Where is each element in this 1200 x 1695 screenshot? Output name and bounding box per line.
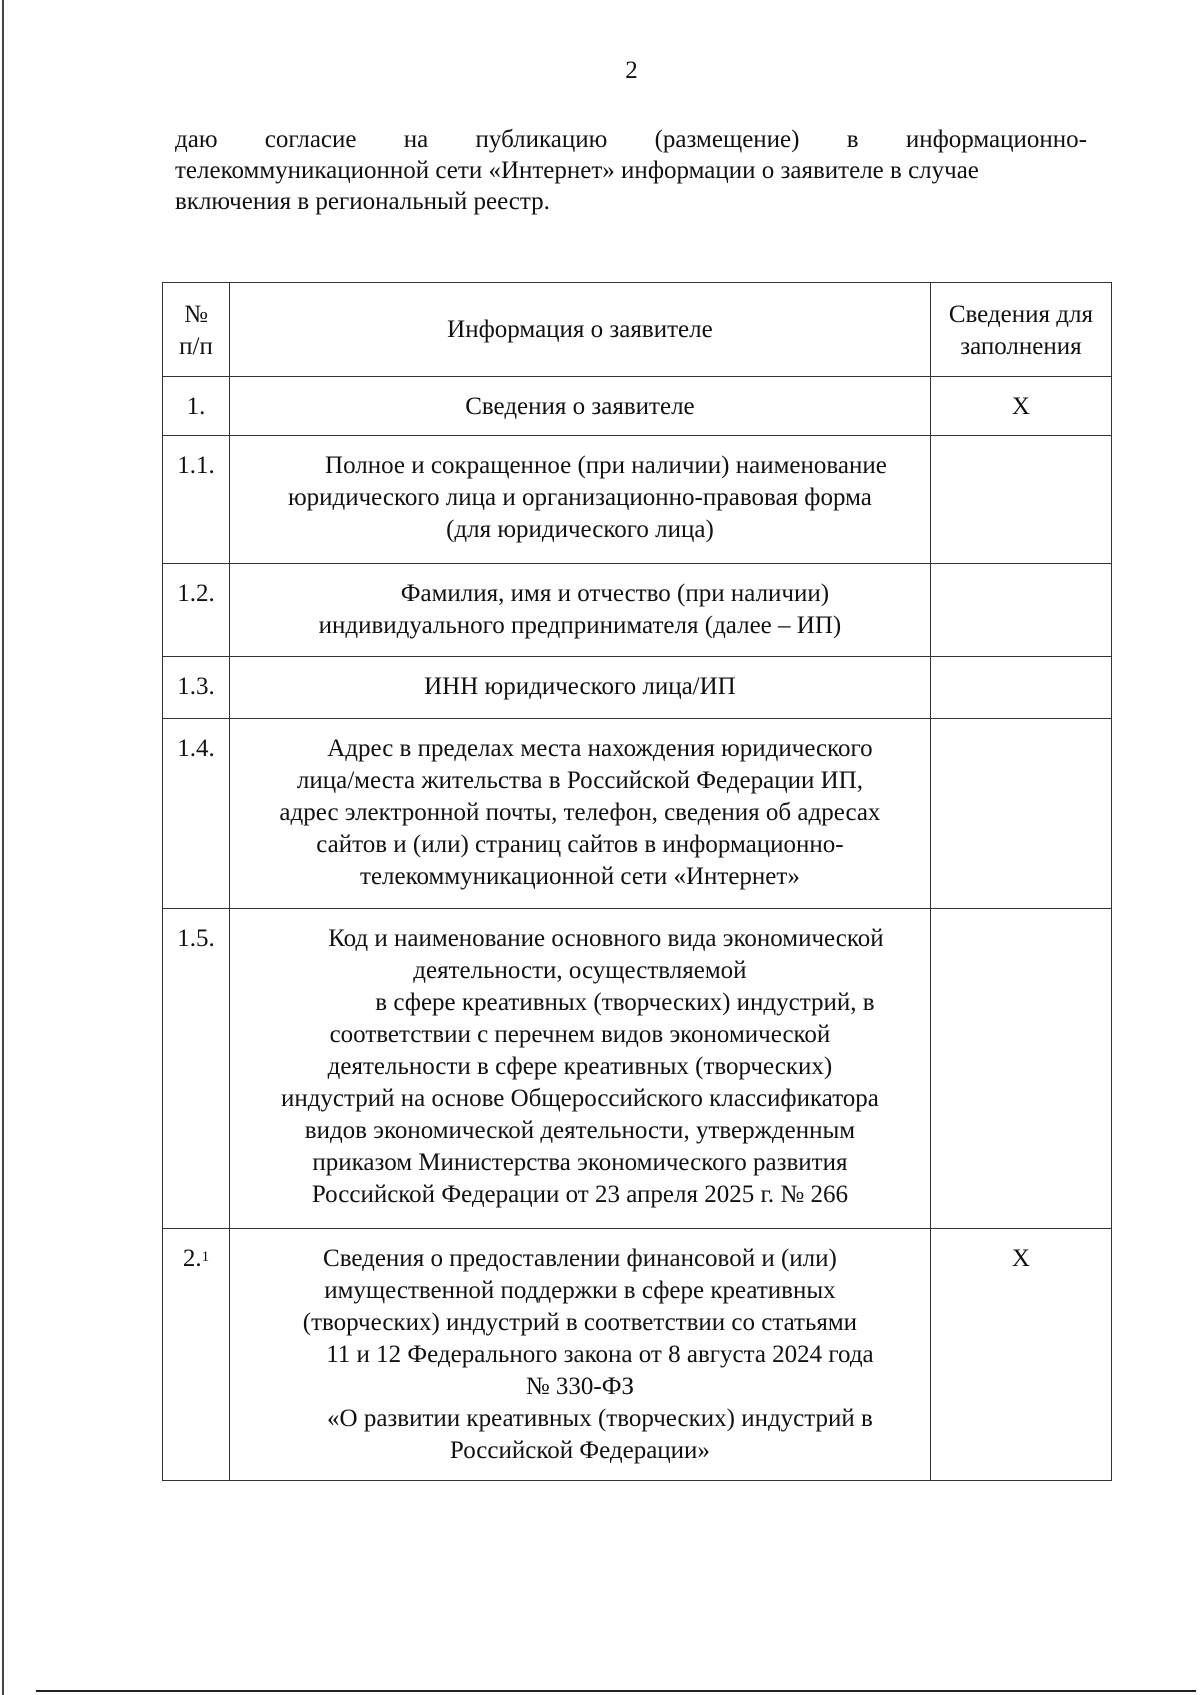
header-fill — [930, 283, 1111, 377]
row-num-text: 1. — [186, 393, 206, 420]
header-info — [230, 283, 931, 377]
row-info-line: сайтов и (или) страниц сайтов в информационно- — [316, 831, 844, 858]
row-fill-value: Х — [1011, 1245, 1030, 1272]
row-fill-value: Х — [1011, 393, 1030, 420]
table-row — [163, 564, 1112, 657]
row-info — [230, 719, 931, 909]
row-info — [230, 1229, 931, 1481]
row-fill[interactable] — [930, 377, 1111, 436]
intro-line-1 — [175, 124, 1087, 155]
table-row — [163, 377, 1112, 436]
row-fill[interactable] — [930, 909, 1111, 1229]
row-num — [163, 377, 230, 436]
row-info-line: приказом Министерства экономического развития — [312, 1149, 848, 1176]
row-num — [163, 436, 230, 564]
row-fill[interactable] — [930, 719, 1111, 909]
row-num — [163, 1229, 230, 1481]
table-header-row — [163, 283, 1112, 377]
row-num-text: 1.4. — [177, 735, 215, 762]
row-num-text: 2. — [182, 1245, 202, 1272]
row-info-line: адрес электронной почты, телефон, сведения об адресах — [279, 799, 881, 826]
row-info — [230, 436, 931, 564]
row-info-line: имущественной поддержки в сфере креативных — [324, 1277, 836, 1304]
header-num — [163, 283, 230, 377]
page-number: 2 — [625, 57, 638, 84]
row-num-text: 1.2. — [177, 580, 215, 607]
row-info-line: телекоммуникационной сети «Интернет» — [360, 863, 800, 890]
row-info-line: (для юридического лица) — [446, 516, 714, 543]
row-fill[interactable] — [930, 436, 1111, 564]
intro-word: даю — [175, 126, 218, 153]
scan-bottom-edge — [36, 1690, 1196, 1692]
table-row — [163, 436, 1112, 564]
row-info-line: Адрес в пределах места нахождения юридического — [327, 735, 873, 762]
row-info-line: Сведения о предоставлении финансовой и (или) — [323, 1245, 837, 1272]
row-info-line: в сфере креативных (творческих) индустрий, в — [375, 989, 875, 1016]
row-fill[interactable] — [930, 657, 1111, 719]
row-info-line: Российской Федерации» — [449, 1437, 710, 1464]
intro-word: публикацию — [475, 126, 608, 153]
row-info-line: Сведения о заявителе — [465, 393, 695, 420]
header-info-label: Информация о заявителе — [447, 315, 713, 343]
row-info-line: юридического лица и организационно-правовая форма — [287, 484, 872, 511]
row-info-line: индивидуального предпринимателя (далее – ИП) — [318, 612, 842, 639]
header-num-pp: п/п — [179, 333, 213, 360]
scan-left-edge — [2, 0, 4, 1695]
header-num-sign: № — [184, 301, 208, 328]
row-info-line: лица/места жительства в Российской Федерации ИП, — [296, 767, 863, 794]
row-info-line: Полное и сокращенное (при наличии) наименование — [325, 452, 887, 479]
row-info-line: ИНН юридического лица/ИП — [424, 673, 736, 700]
row-info-line: Код и наименование основного вида экономической — [328, 925, 884, 952]
row-info-line: деятельности, осуществляемой — [413, 957, 747, 984]
footnote-marker[interactable]: 1 — [201, 1249, 210, 1265]
row-info-line: Российской Федерации от 23 апреля 2025 г. № 266 — [311, 1181, 848, 1208]
row-info-line: деятельности в сфере креативных (творческих) — [327, 1053, 833, 1080]
intro-word: информационно- — [905, 126, 1087, 153]
header-fill-line2: заполнения — [960, 333, 1082, 360]
intro-word: в — [846, 126, 859, 153]
row-num-text: 1.5. — [177, 925, 215, 952]
intro-word: согласие — [264, 126, 357, 153]
row-num — [163, 719, 230, 909]
table-row — [163, 719, 1112, 909]
row-info-line: (творческих) индустрий в соответствии со статьями — [302, 1309, 858, 1336]
row-num — [163, 909, 230, 1229]
row-num-text: 1.1. — [177, 452, 215, 479]
applicant-info-table — [162, 282, 1112, 1481]
table-row — [163, 1229, 1112, 1481]
row-fill[interactable] — [930, 564, 1111, 657]
row-info-line: «О развитии креативных (творческих) индустрий в — [327, 1405, 873, 1432]
intro-paragraph — [175, 124, 1087, 217]
row-info — [230, 909, 931, 1229]
row-info-line: № 330-ФЗ — [525, 1373, 635, 1400]
row-info-line: видов экономической деятельности, утвержденным — [304, 1117, 856, 1144]
row-info — [230, 564, 931, 657]
row-num-text: 1.3. — [177, 673, 215, 700]
row-info-line: индустрий на основе Общероссийского классификатора — [280, 1085, 879, 1112]
intro-word: (размещение) — [654, 126, 800, 153]
row-info-line: соответствии с перечнем видов экономической — [329, 1021, 831, 1048]
row-num — [163, 564, 230, 657]
row-info — [230, 657, 931, 719]
row-info-line: Фамилия, имя и отчество (при наличии) — [400, 580, 830, 607]
row-info-line: 11 и 12 Федерального закона от 8 августа 2024 года — [326, 1341, 874, 1368]
table-row — [163, 657, 1112, 719]
row-info — [230, 377, 931, 436]
header-fill-line1: Сведения для — [948, 301, 1093, 328]
row-num — [163, 657, 230, 719]
intro-word: на — [403, 126, 429, 153]
intro-line-2: телекоммуникационной сети «Интернет» информации о заявителе в случае — [175, 157, 979, 184]
row-fill[interactable] — [930, 1229, 1111, 1481]
table-row — [163, 909, 1112, 1229]
intro-line-3: включения в региональный реестр. — [175, 188, 550, 215]
